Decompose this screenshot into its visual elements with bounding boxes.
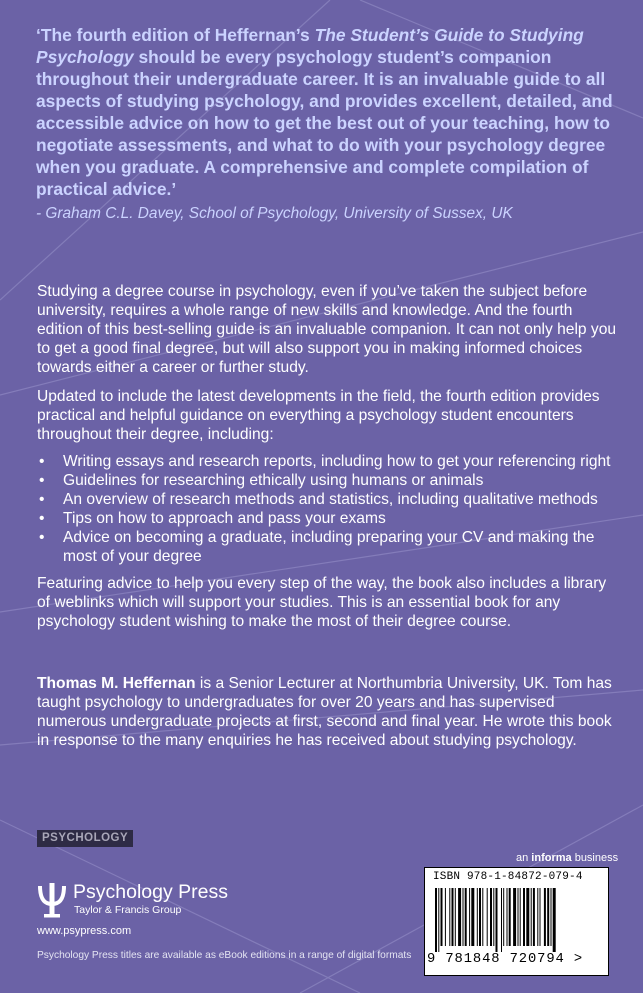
barcode-bar (551, 888, 552, 946)
author-bio (37, 674, 617, 750)
barcode-bar (513, 888, 516, 946)
barcode-bars (435, 888, 598, 952)
ebook-footnote: Psychology Press titles are available as eBook editions in a range of digital formats (37, 950, 412, 961)
publisher-group: Taylor & Francis Group (74, 904, 182, 916)
feature-list-item: • Writing essays and research reports, including how to get your referencing right (37, 452, 617, 471)
barcode-number: 9 781848 720794 > (427, 952, 584, 967)
barcode-bar (438, 888, 439, 952)
feature-list-item: • Advice on becoming a graduate, including preparing your CV and making the most of your degree (37, 528, 617, 566)
barcode-bar (533, 888, 535, 946)
publisher-website: www.psypress.com (37, 925, 132, 937)
barcode-bar (452, 888, 454, 946)
book-description (37, 282, 617, 641)
quote-book-title: The Student’s Guide to Studying Psychology (36, 25, 584, 67)
barcode-bar (518, 888, 519, 946)
barcode-bar (540, 888, 541, 946)
barcode-bar (523, 888, 525, 946)
isbn-label: ISBN 978-1-84872-079-4 (433, 871, 583, 883)
author-name: Thomas M. Heffernan (37, 675, 196, 692)
quote-attribution: - Graham C.L. Davey, School of Psychology, University of Sussex, UK (36, 205, 513, 222)
feature-list-item: • An overview of research methods and statistics, including qualitative methods (37, 490, 617, 509)
barcode-bar (496, 888, 498, 952)
quote-text-start: ‘The fourth edition of Heffernan’s (36, 25, 315, 45)
endorsement-quote (36, 24, 616, 200)
barcode-bar (490, 888, 492, 946)
informa-tagline: an informa business (516, 852, 619, 864)
barcode-bar (463, 888, 464, 946)
barcode-bar (544, 888, 546, 946)
barcode-bar (477, 888, 478, 946)
barcode-bar (509, 888, 511, 946)
barcode-bar (531, 888, 532, 946)
barcode-bar (537, 888, 538, 946)
feature-list-item: • Guidelines for researching ethically using humans or animals (37, 471, 617, 490)
category-badge: PSYCHOLOGY (37, 830, 133, 847)
author-bio-text: is a Senior Lecturer at Northumbria University, UK. Tom has taught psychology to undergraduates for over 20 years and has supervised numerous undergraduate projects at first, second and final year. He wrote this book in response to the many enquiries he has received about studying psychology. (37, 675, 612, 749)
barcode-bar (441, 888, 443, 946)
barcode-bar (458, 888, 461, 946)
feature-list (37, 452, 617, 566)
barcode-bar (503, 888, 504, 946)
barcode-bar (547, 888, 549, 946)
barcode-bar (479, 888, 481, 946)
barcode-bar (469, 888, 470, 946)
barcode-bar (482, 888, 483, 946)
barcode-bar (526, 888, 529, 946)
barcode-bar (449, 888, 450, 946)
endorsement-quote-block (36, 24, 616, 224)
barcode-bar (465, 888, 467, 946)
psi-icon (37, 880, 67, 920)
barcode-bar (501, 888, 502, 952)
description-paragraph-1: Studying a degree course in psychology, even if you’ve taken the subject before university, requires a whole range of new skills and knowledge. And the fourth edition of this best-selling guide is an invaluable companion. It can not only help you to get a good final degree, but will also support you in making informed choices towards either a career or further study. (37, 283, 617, 376)
isbn-barcode (424, 867, 609, 976)
barcode-bar (553, 888, 556, 952)
barcode-bar (487, 888, 488, 946)
description-paragraph-3: Featuring advice to help you every step of the way, the book also includes a library of weblinks which will support your studies. This is an essential book for any psychology student wishing to make the most of their degree course. (37, 575, 607, 630)
description-paragraph-2: Updated to include the latest developments in the field, the fourth edition provides practical and helpful guidance on everything a psychology student encounters throughout their degree, including: (37, 388, 600, 443)
barcode-bar (507, 888, 508, 946)
barcode-bar (520, 888, 521, 946)
barcode-bar (445, 888, 446, 946)
informa-brand: informa (531, 852, 572, 864)
quote-text-end: should be every psychology student’s companion throughout their undergraduate career. It is an invaluable guide to all aspects of studying psychology, and provides excellent, detailed, and accessible advice on how to get the best out of your teaching, how to negotiate assessments, and what to do with your psychology degree when you graduate. A comprehensive and complete compilation of practical advice.’ (36, 47, 613, 199)
publisher-name: Psychology Press (73, 881, 228, 903)
barcode-bar (455, 888, 456, 946)
barcode-bar (493, 888, 494, 946)
barcode-bar (435, 888, 437, 952)
barcode-bar (471, 888, 474, 946)
feature-list-item: • Tips on how to approach and pass your exams (37, 509, 617, 528)
